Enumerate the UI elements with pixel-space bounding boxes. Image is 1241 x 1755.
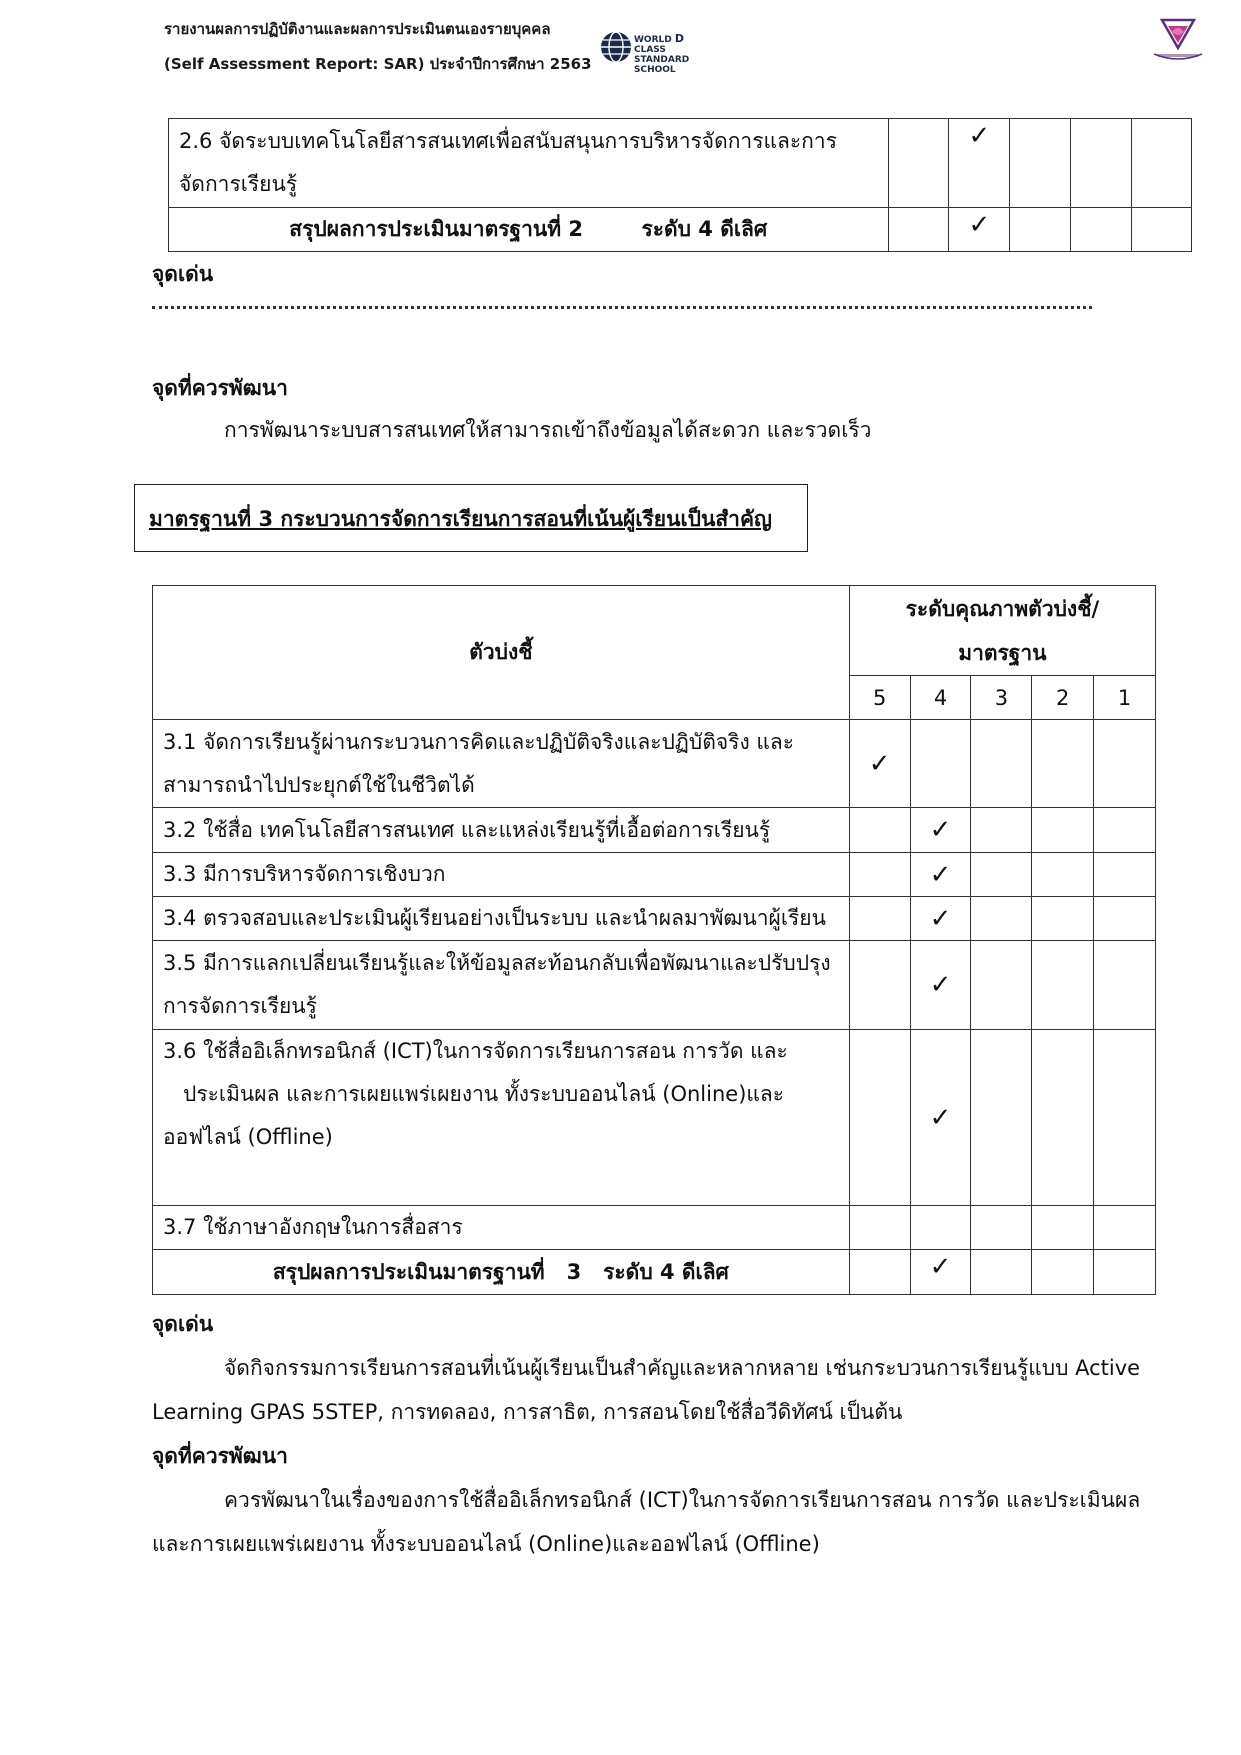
develop-text: การพัฒนาระบบสารสนเทศให้สามารถเข้าถึงข้อมูลได้สะดวก และรวดเร็ว	[224, 418, 872, 442]
report-header-subtitle: (Self Assessment Report: SAR) ประจำปีการศึกษา 2563	[164, 55, 592, 73]
school-emblem	[1148, 18, 1208, 62]
table-row	[153, 1030, 1156, 1206]
indicator-3-1: 3.1 จัดการเรียนรู้ผ่านกระบวนการคิดและปฏิบัติจริงและปฏิบัติจริง และ สามารถนำไปประยุกต์ใช้ในชีวิตได้	[153, 720, 850, 808]
standard3-title-box	[134, 484, 808, 552]
dotted-placeholder-line	[152, 306, 1092, 309]
develop-text-line2: และการเผยแพร่เผยงาน ทั้งระบบออนไลน์ (Online)และออฟไลน์ (Offline)	[152, 1532, 820, 1556]
indicator-3-2: 3.2 ใช้สื่อ เทคโนโลยีสารสนเทศ และแหล่งเรียนรู้ที่เอื้อต่อการเรียนรู้	[153, 808, 850, 853]
world-class-logo: WORLD D CLASS STANDARD SCHOOL	[598, 30, 706, 64]
strength-text-line2: Learning GPAS 5STEP, การทดลอง, การสาธิต, การสอนโดยใช้สื่อวีดิทัศน์ เป็นต้น	[152, 1400, 903, 1424]
standard3-summary-label: สรุปผลการประเมินมาตรฐานที่ 3 ระดับ 4 ดีเลิศ	[153, 1250, 850, 1295]
indicator-2-6: 2.6 จัดระบบเทคโนโลยีสารสนเทศเพื่อสนับสนุนการบริหารจัดการและการ จัดการเรียนรู้	[169, 119, 889, 208]
level-2-header: 2	[1032, 676, 1094, 720]
standard3-table	[152, 585, 1156, 1295]
check-mark-icon: ✓	[929, 1252, 952, 1282]
check-mark-icon: ✓	[868, 748, 891, 779]
level-4-header: 4	[910, 676, 971, 720]
table-row	[153, 897, 1156, 941]
table-row	[153, 941, 1156, 1030]
indicator-3-4: 3.4 ตรวจสอบและประเมินผู้เรียนอย่างเป็นระบบ และนำผลมาพัฒนาผู้เรียน	[153, 897, 850, 941]
check-mark-icon: ✓	[929, 970, 952, 1000]
strength-heading: จุดเด่น	[152, 262, 214, 286]
logo-text-standard: STANDARD	[634, 55, 690, 65]
indicator-3-7: 3.7 ใช้ภาษาอังกฤษในการสื่อสาร	[153, 1206, 850, 1250]
check-mark-icon: ✓	[929, 859, 952, 890]
standard3-title: มาตรฐานที่ 3 กระบวนการจัดการเรียนการสอนที่เน้นผู้เรียนเป็นสำคัญ	[149, 507, 772, 531]
strength-text-line1: จัดกิจกรรมการเรียนการสอนที่เน้นผู้เรียนเป็นสำคัญและหลากหลาย เช่นกระบวนการเรียนรู้แบบ Active	[224, 1356, 1141, 1380]
table-row	[169, 208, 1192, 252]
level-1-header: 1	[1094, 676, 1156, 720]
table-row	[153, 1206, 1156, 1250]
standard2-summary-label: สรุปผลการประเมินมาตรฐานที่ 2 ระดับ 4 ดีเลิศ	[169, 208, 889, 252]
develop-text-line1: ควรพัฒนาในเรื่องของการใช้สื่ออิเล็กทรอนิกส์ (ICT)ในการจัดการเรียนการสอน การวัด และประเมินผล	[224, 1488, 1141, 1512]
globe-icon	[598, 30, 638, 64]
logo-text-world: WORLD	[634, 35, 672, 45]
level-column-header: ระดับคุณภาพตัวบ่งชี้/ มาตรฐาน	[849, 586, 1155, 676]
check-mark-icon: ✓	[929, 815, 952, 845]
check-mark-icon: ✓	[968, 210, 991, 240]
standard2-table-tail	[168, 118, 1192, 252]
check-mark-icon: ✓	[929, 1102, 952, 1133]
indicator-column-header: ตัวบ่งชี้	[153, 586, 850, 720]
level-5-header: 5	[849, 676, 910, 720]
indicator-3-5: 3.5 มีการแลกเปลี่ยนเรียนรู้และให้ข้อมูลสะท้อนกลับเพื่อพัฒนาและปรับปรุง การจัดการเรียนรู้	[153, 941, 850, 1030]
strength-heading-3: จุดเด่น	[152, 1312, 214, 1336]
table-row	[153, 853, 1156, 897]
school-emblem-icon	[1148, 18, 1208, 62]
table-row	[169, 119, 1192, 208]
check-mark-icon: ✓	[968, 121, 991, 151]
table-row	[153, 808, 1156, 853]
check-mark-icon: ✓	[929, 903, 952, 934]
table-row	[153, 720, 1156, 808]
indicator-3-6: 3.6 ใช้สื่ออิเล็กทรอนิกส์ (ICT)ในการจัดการเรียนการสอน การวัด และ ประเมินผล และการเผยแพร่เผยงาน ทั้งระบบออนไลน์ (Online)และ ออฟไลน์ (Offline)	[153, 1030, 850, 1206]
report-header-title: รายงานผลการปฏิบัติงานและผลการประเมินตนเองรายบุคคล	[164, 20, 551, 38]
logo-text-school: SCHOOL	[634, 65, 676, 75]
table-summary-row	[153, 1250, 1156, 1295]
table-header-row	[153, 586, 1156, 676]
logo-text-class: CLASS	[634, 45, 666, 55]
develop-heading: จุดที่ควรพัฒนา	[152, 376, 288, 400]
level-3-header: 3	[971, 676, 1032, 720]
indicator-3-3: 3.3 มีการบริหารจัดการเชิงบวก	[153, 853, 850, 897]
develop-heading-3: จุดที่ควรพัฒนา	[152, 1444, 288, 1468]
